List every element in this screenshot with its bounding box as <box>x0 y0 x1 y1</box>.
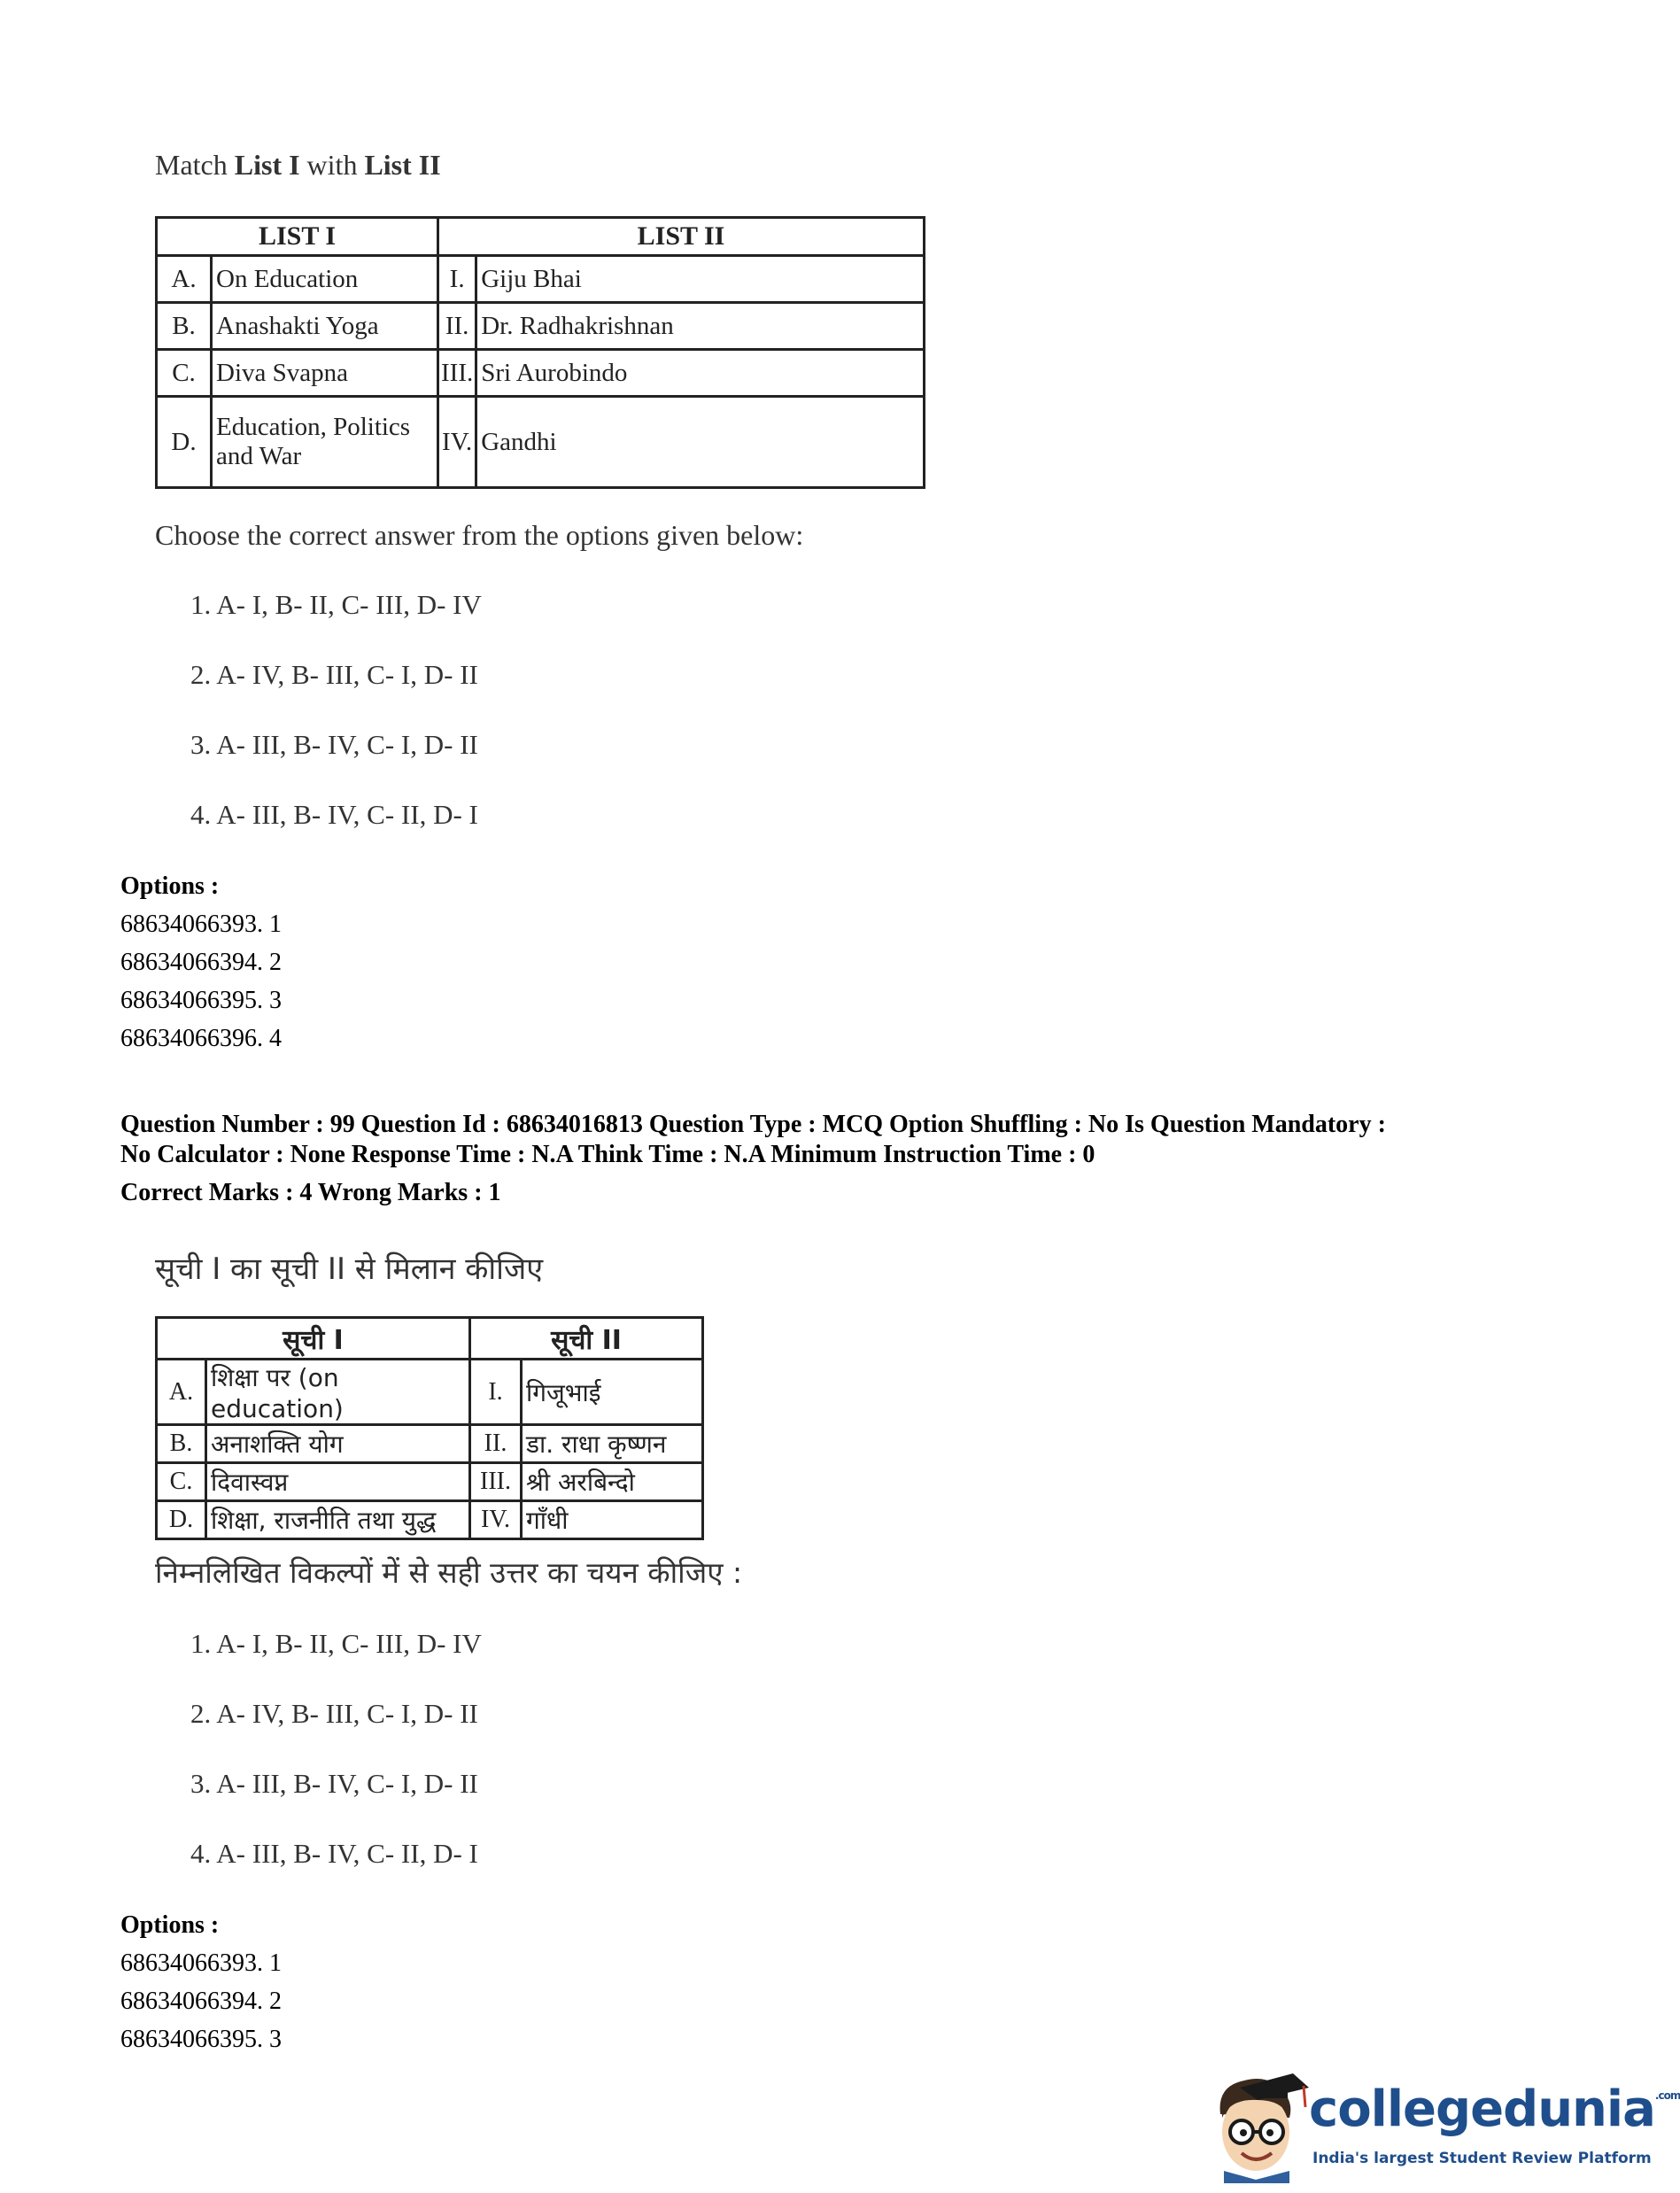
table-row: B. अनाशक्ति योग II. डा. राधा कृष्णन <box>157 1425 703 1463</box>
table-header-list1: सूची I <box>157 1318 470 1360</box>
option-id-line: 68634066393. 1 <box>120 911 282 938</box>
brand-name: collegedunia <box>1309 2081 1655 2138</box>
match-table-hi <box>155 1316 704 1540</box>
table-row: B. Anashakti Yoga II. Dr. Radhakrishnan <box>157 303 925 350</box>
answer-choice: 1. A- I, B- II, C- III, D- IV <box>190 589 482 620</box>
question-intro-en: Match List I with List II <box>155 149 441 181</box>
question-meta-line: Question Number : 99 Question Id : 68634016813 Question Type : MCQ Option Shuffling : No Is Question Mandatory : <box>120 1111 1386 1138</box>
table-row: D. Education, Politics and War IV. Gandhi <box>157 397 925 488</box>
question-meta-line: No Calculator : None Response Time : N.A Think Time : N.A Minimum Instruction Time : 0 <box>120 1141 1095 1168</box>
table-row: C. दिवास्वप्न III. श्री अरबिन्दो <box>157 1463 703 1501</box>
brand-suffix: .com <box>1654 2089 1680 2102</box>
match-table-en <box>155 216 925 489</box>
option-id-line: 68634066396. 4 <box>120 1025 282 1052</box>
table-row: A. On Education I. Giju Bhai <box>157 256 925 303</box>
marks-line: Correct Marks : 4 Wrong Marks : 1 <box>120 1179 501 1206</box>
option-id-line: 68634066394. 2 <box>120 1988 282 2015</box>
answer-choice: 2. A- IV, B- III, C- I, D- II <box>190 659 478 690</box>
answer-choice: 3. A- III, B- IV, C- I, D- II <box>190 1768 478 1799</box>
option-id-line: 68634066393. 1 <box>120 1949 282 1977</box>
table-row: D. शिक्षा, राजनीति तथा युद्ध IV. गाँधी <box>157 1501 703 1539</box>
option-id-line: 68634066395. 3 <box>120 987 282 1014</box>
options-heading: Options : <box>120 1911 220 1939</box>
table-header-list2: सूची II <box>470 1318 703 1360</box>
answer-choice: 3. A- III, B- IV, C- I, D- II <box>190 729 478 760</box>
answer-choice: 4. A- III, B- IV, C- II, D- I <box>190 1838 478 1869</box>
options-heading: Options : <box>120 872 220 900</box>
question-intro-hi: सूची I का सूची II से मिलान कीजिए <box>155 1251 544 1287</box>
question-meta <box>120 1110 1537 1170</box>
brand-tagline: India's largest Student Review Platform <box>1312 2150 1652 2167</box>
choose-instruction-hi: निम्नलिखित विकल्पों में से सही उत्तर का चयन कीजिए : <box>155 1555 743 1590</box>
table-header-list1: LIST I <box>157 218 438 256</box>
choose-instruction-en: Choose the correct answer from the options given below: <box>155 519 804 551</box>
table-row: C. Diva Svapna III. Sri Aurobindo <box>157 350 925 397</box>
option-id-line: 68634066394. 2 <box>120 949 282 976</box>
table-row: A. शिक्षा पर (on education) I. गिजूभाई <box>157 1360 703 1425</box>
answer-choice: 4. A- III, B- IV, C- II, D- I <box>190 799 478 830</box>
table-header-list2: LIST II <box>438 218 925 256</box>
mascot-icon <box>1204 2068 1311 2183</box>
collegedunia-logo <box>1204 2068 1680 2192</box>
answer-choice: 2. A- IV, B- III, C- I, D- II <box>190 1698 478 1729</box>
option-id-line: 68634066395. 3 <box>120 2026 282 2053</box>
answer-choice: 1. A- I, B- II, C- III, D- IV <box>190 1628 482 1659</box>
